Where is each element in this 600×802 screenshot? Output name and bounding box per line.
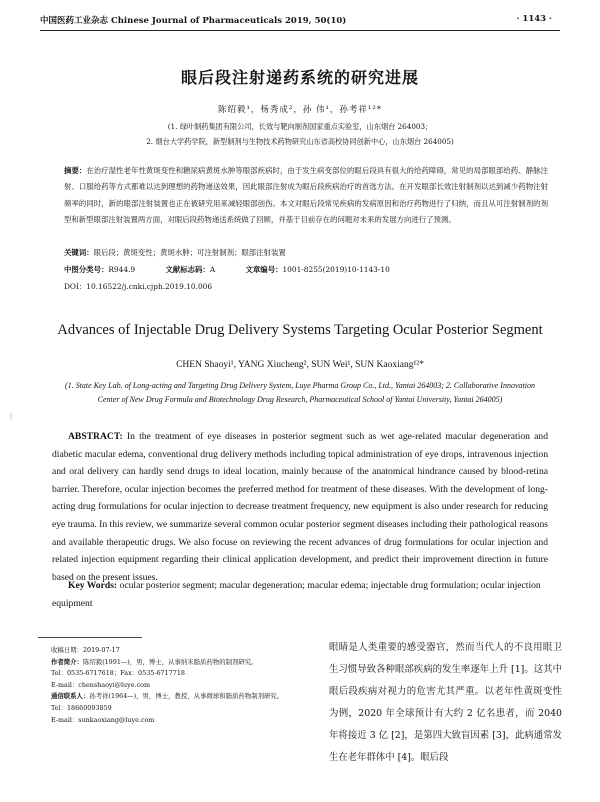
doc-code-label: 文献标志码：: [165, 265, 210, 274]
en-affiliation: (1. State Key Lab. of Long-acting and Targeting Drug Delivery System, Luye Pharma Group Co., Ltd., Yantai 264003; 2. Collaborative Innovation Center of New Drug Formula and Biotechnology Drug Research, Pharmaceutical School of Yantai University, Yantai 264005): [65, 381, 535, 404]
running-header: [40, 14, 560, 30]
en-keywords-label: Key Words:: [68, 580, 118, 591]
article-no-value: 1001-8255(2019)10-1143-10: [282, 265, 390, 274]
footnote-rule: [38, 637, 142, 638]
margin-mark: |: [10, 413, 13, 420]
en-abstract-label: ABSTRACT:: [68, 431, 123, 442]
body-paragraph: 眼睛是人类重要的感受器官，然而当代人的不良用眼卫生习惯导致各种眼部疾病的发生率逐年上升 [1]。这其中眼后段疾病对视力的危害尤其严重。以老年性黄斑变性为例，2020 年全球预计有大约 2 亿名患者，而 2040 年将接近 3 亿 [2]，是第四大致盲因素 [3]，此病通常发生在老年群体中 [4]。眼后段: [329, 642, 562, 763]
cn-abstract-label: 摘要：: [64, 166, 87, 175]
corresponding-label: 通信联系人：: [51, 692, 90, 701]
body-text: [310, 637, 562, 769]
cn-classification: [64, 262, 548, 278]
page-number: · 1143 ·: [516, 14, 552, 24]
author-bio: [38, 657, 296, 669]
author-bio-label: 作者简介：: [51, 657, 83, 666]
article-no-label: 文章编号：: [245, 265, 283, 274]
cn-affiliation-2: 2. 烟台大学药学院，新型制剂与生物技术药物研究山东省高校协同创新中心，山东烟台 264005): [146, 137, 454, 146]
corresponding-text: 孙考祥(1964—)，男，博士，教授，从事微球和脂质药物制剂研究。: [89, 692, 284, 701]
doc-code-value: A: [209, 265, 216, 274]
header-rule: [40, 30, 560, 31]
corresponding-author: [38, 691, 296, 703]
en-keywords-text: ocular posterior segment; macular degeneration; macular edema; injectable drug formulation; ocular injection equipment: [52, 580, 541, 609]
en-title: Advances of Injectable Drug Delivery Systems Targeting Ocular Posterior Segment: [57, 322, 543, 338]
clc-value: R944.9: [108, 265, 136, 274]
en-abstract: [52, 428, 548, 586]
clc-label: 中图分类号：: [64, 265, 109, 274]
cn-abstract-text: 在治疗湿性老年性黄斑变性和糖尿病黄斑水肿等眼部疾病时，由于发生病变部位的眼后段具有很大的给药障碍，常见的局部眼部给药、静脉注射、口服给药等方式都难以达到理想的药物递送效果，因此眼部注射成为眼后段疾病治疗的首选方法。在开发眼部长效注射制剂以达到减少药物注射频率的同时，新的眼部注射装置也正在被研究用来减轻眼部创伤。本文对眼后段常见疾病的发病原因和治疗药物进行了归纳，而且从可注射制剂的剂型和新型眼部注射装置两方面，对眼后段药物递送系统做了回顾，并基于目前存在的问题对未来的发展方向进行了预测。: [64, 166, 548, 225]
en-keywords: [52, 577, 548, 612]
en-abstract-text: In the treatment of eye diseases in posterior segment such as wet age-related macular degeneration and diabetic macular edema, conventional drug delivery methods including topical administration of eye drops, intravenous injection and oral delivery can hardly send drugs to ideal location, mainly because of the anatomical hindrance caused by blood-retina barrier. Therefore, ocular injection becomes the preferred method for treatment of these diseases. With the development of long-acting drug formulations for ocular injection to decrease treatment frequency, new equipment is also under research for reducing eye trauma. In this review, we summarize several common ocular posterior segment diseases including their pathological reasons and available therapeutic drugs. We also focuse on reviewing the recent advances of drug formulations for ocular injection and related injection equipment regarding their clinical application development, and predict their improvement direction in future based on the present issues.: [52, 431, 548, 583]
cn-keywords-text: 眼后段；黄斑变性；黄斑水肿；可注射制剂；眼部注射装置: [93, 248, 286, 257]
journal-name: 中国医药工业杂志 Chinese Journal of Pharmaceuticals 2019, 50(10): [40, 16, 347, 26]
cn-keywords: [64, 245, 548, 261]
author-bio-text: 陈绍毅(1991—)，男，博士，从事纳米脂质药物的制剂研究。: [82, 657, 258, 666]
author-tel: Tel：0535-6717618；Fax：0535-6717718: [51, 669, 185, 678]
doi: DOI：10.16522/j.cnki.cjph.2019.10.006: [64, 282, 213, 291]
footnotes: [38, 645, 296, 726]
cn-abstract: [64, 163, 548, 229]
author-email: E-mail：chenshaoyi@luye.com: [51, 680, 151, 689]
received-date: 收稿日期：2019-07-17: [51, 646, 120, 654]
cn-keywords-label: 关键词：: [64, 248, 94, 257]
cn-authors: 陈绍毅¹，杨秀成²，孙 伟¹，孙考祥¹²*: [218, 105, 382, 115]
corresponding-tel: Tel：18660093859: [51, 703, 112, 712]
cn-title: 眼后段注射递药系统的研究进展: [180, 68, 419, 87]
cn-affiliation-1: (1. 绿叶制药集团有限公司，长效与靶向制剂国家重点实验室，山东烟台 264003；: [167, 122, 433, 131]
corresponding-email: E-mail：sunkaoxiang@luye.com: [51, 715, 155, 724]
en-authors: CHEN Shaoyi¹, YANG Xiucheng², SUN Wei¹, SUN Kaoxiang¹²*: [176, 360, 424, 370]
